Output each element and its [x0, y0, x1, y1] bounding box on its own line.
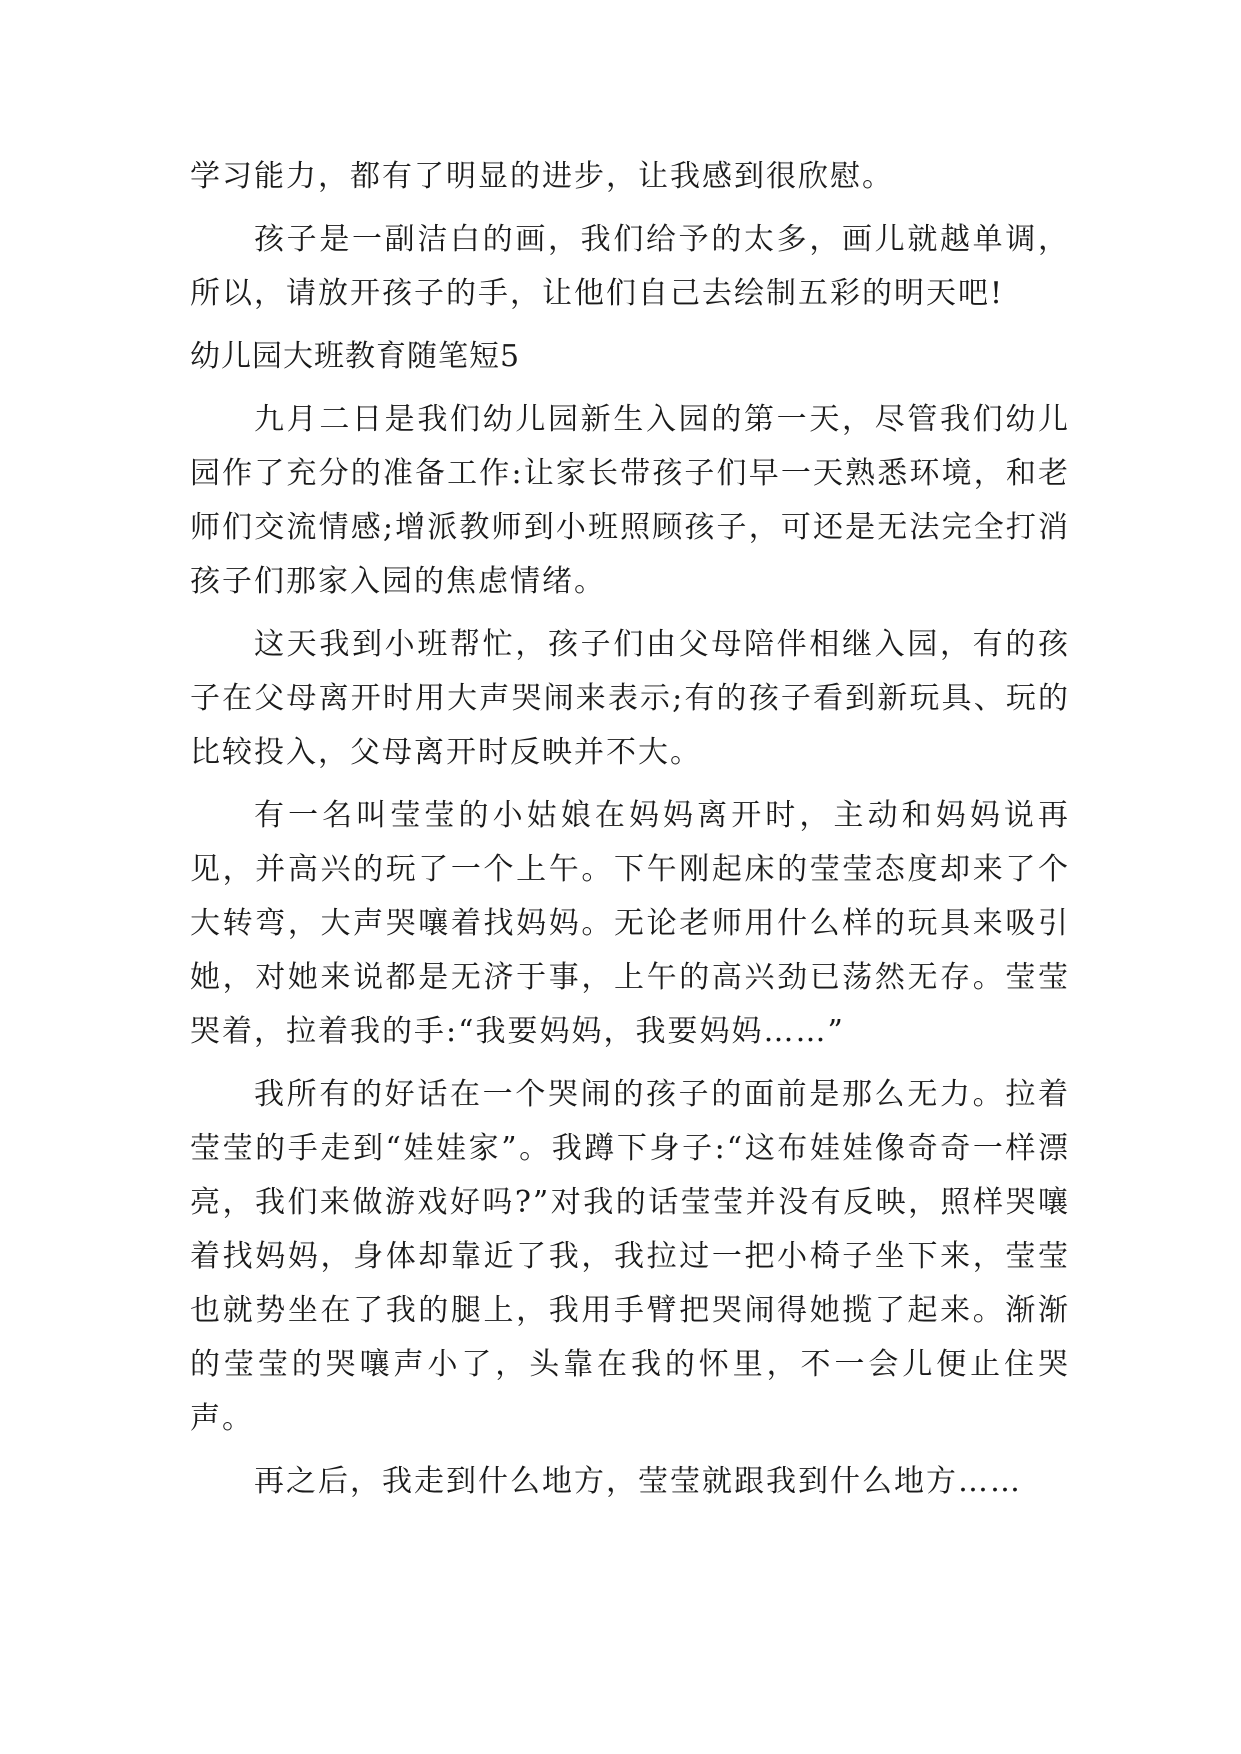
paragraph-3: 有一名叫莹莹的小姑娘在妈妈离开时，主动和妈妈说再见，并高兴的玩了一个上午。下午刚起床的莹莹态度却来了个大转弯，大声哭嚷着找妈妈。无论老师用什么样的玩具来吸引她，对她来说都是无济于事，上午的高兴劲已荡然无存。莹莹哭着，拉着我的手:“我要妈妈，我要妈妈……”: [190, 798, 1070, 1049]
section-title: 幼儿园大班教育随笔短5: [190, 339, 521, 374]
paragraph-4: 我所有的好话在一个哭闹的孩子的面前是那么无力。拉着莹莹的手走到“娃娃家”。我蹲下身子:“这布娃娃像奇奇一样漂亮，我们来做游戏好吗?”对我的话莹莹并没有反映，照样哭嚷着找妈妈，身体却靠近了我，我拉过一把小椅子坐下来，莹莹也就势坐在了我的腿上，我用手臂把哭闹得她揽了起来。渐渐的莹莹的哭嚷声小了，头靠在我的怀里，不一会儿便止住哭声。: [190, 1077, 1070, 1436]
paragraph-conclusion: 孩子是一副洁白的画，我们给予的太多，画儿就越单调，所以，请放开孩子的手，让他们自己去绘制五彩的明天吧!: [190, 222, 1070, 311]
document-body: [190, 150, 1070, 1518]
paragraph-continuation: 学习能力，都有了明显的进步，让我感到很欣慰。: [190, 159, 894, 194]
paragraph-1: 九月二日是我们幼儿园新生入园的第一天，尽管我们幼儿园作了充分的准备工作:让家长带孩子们早一天熟悉环境，和老师们交流情感;增派教师到小班照顾孩子，可还是无法完全打消孩子们那家入园的焦虑情绪。: [190, 402, 1070, 599]
paragraph-2: 这天我到小班帮忙，孩子们由父母陪伴相继入园，有的孩子在父母离开时用大声哭闹来表示;有的孩子看到新玩具、玩的比较投入，父母离开时反映并不大。: [190, 627, 1070, 770]
paragraph-5: 再之后，我走到什么地方，莹莹就跟我到什么地方……: [254, 1464, 1022, 1499]
